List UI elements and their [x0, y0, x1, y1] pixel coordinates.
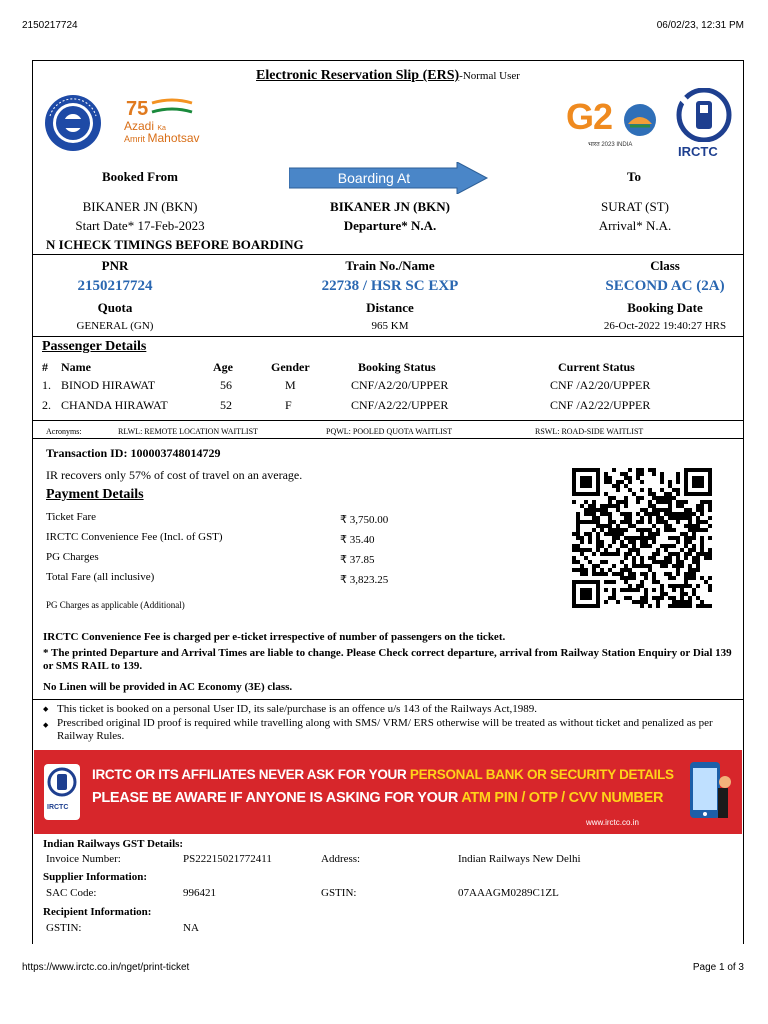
passenger-gender: F [285, 398, 292, 412]
supplier-gstin: 07AAAGM0289C1ZL [458, 887, 559, 899]
from-station: BIKANER JN (BKN) [82, 199, 198, 214]
travel-class: SECOND AC (2A) [605, 278, 725, 294]
rule-bullet [57, 717, 727, 743]
banner-line1-yellow: PERSONAL BANK OR SECURITY DETAILS [409, 767, 674, 782]
passenger-age: 56 [220, 378, 232, 392]
banner-line2-white: PLEASE BE AWARE IF ANYONE IS ASKING FOR YOUR [92, 790, 462, 806]
qr-code [572, 468, 716, 608]
divider [32, 420, 744, 421]
fare-label: Ticket Fare [46, 511, 97, 523]
quota-label: Quota [97, 300, 133, 315]
fare-value: ₹ 37.85 [340, 554, 375, 566]
rule-text: This ticket is booked on a personal User ID, its sale/purchase is an offence u/s 143 of the Railways Act,1989. [57, 703, 538, 715]
banner-line1-white: IRCTC OR ITS AFFILIATES NEVER ASK FOR YOUR [92, 767, 410, 782]
train-label: Train No./Name [345, 258, 435, 273]
timings-note: * The printed Departure and Arrival Times are liable to change. Please Check correct departure, arrival from Railway Station Enquiry or Dial 139 or SMS RAIL to 139. [43, 647, 732, 672]
payment-details-heading: Payment Details [46, 487, 144, 502]
distance-label: Distance [366, 300, 414, 315]
timing-notice: N ICHECK TIMINGS BEFORE BOARDING [46, 237, 304, 252]
train-number-name: 22738 / HSR SC EXP [321, 278, 459, 294]
banner-line2-yellow: ATM PIN / OTP / CVV NUMBER [461, 790, 664, 806]
phone-illustration [680, 758, 736, 828]
passenger-num: 1. [42, 378, 51, 392]
sac-code: 996421 [183, 887, 216, 899]
col-gender: Gender [271, 360, 310, 374]
rule-text: Prescribed original ID proof is required while travelling along with SMS/ VRM/ ERS otherwise will be treated as without ticket and penalized as per Railway Rules. [57, 717, 713, 742]
convenience-fee-note: IRCTC Convenience Fee is charged per e-ticket irrespective of number of passengers on the ticket. [43, 631, 506, 643]
invoice-number: PS22215021772411 [183, 853, 272, 865]
divider [32, 254, 744, 255]
divider [32, 699, 744, 700]
supplier-heading: Supplier Information: [43, 871, 148, 883]
col-name: Name [61, 360, 91, 374]
boarding-station: BIKANER JN (BKN) [330, 199, 450, 214]
passenger-current-status: CNF /A2/22/UPPER [550, 398, 651, 412]
quota-value: GENERAL (GN) [76, 320, 154, 332]
col-num: # [42, 360, 48, 374]
passenger-name: BINOD HIRAWAT [61, 378, 156, 392]
recipient-heading: Recipient Information: [43, 906, 152, 918]
amrit-word: Amrit [124, 134, 145, 144]
passenger-booking-status: CNF/A2/22/UPPER [351, 398, 449, 412]
linen-note: No Linen will be provided in AC Economy (3E) class. [43, 681, 293, 693]
azadi-word: Azadi [124, 119, 155, 133]
passenger-gender: M [285, 378, 296, 392]
rule-bullet [57, 703, 727, 715]
booking-date-label: Booking Date [627, 300, 703, 315]
acronym-rlwl: RLWL: REMOTE LOCATION WAITLIST [118, 427, 258, 436]
sac-label: SAC Code: [46, 887, 97, 899]
passenger-name: CHANDA HIRAWAT [61, 398, 168, 412]
banner-line-2 [92, 790, 663, 806]
fare-label: Total Fare (all inclusive) [46, 571, 155, 583]
pnr-label: PNR [101, 258, 129, 273]
title-suffix: -Normal User [459, 70, 520, 82]
recipient-gstin-label: GSTIN: [46, 922, 82, 934]
fare-value: ₹ 3,750.00 [340, 514, 389, 526]
to-label: To [627, 169, 641, 184]
passenger-age: 52 [220, 398, 232, 412]
start-date: Start Date* 17-Feb-2023 [75, 218, 205, 233]
print-footer-page: Page 1 of 3 [692, 962, 744, 973]
print-footer-url: https://www.irctc.co.in/nget/print-ticket [22, 962, 190, 973]
booking-date-value: 26-Oct-2022 19:40:27 HRS [603, 320, 727, 332]
acronyms-label: Acronyms: [46, 427, 82, 436]
acronym-rswl: RSWL: ROAD-SIDE WAITLIST [535, 427, 644, 436]
distance-value: 965 KM [371, 320, 409, 332]
banner-url: www.irctc.co.in [586, 818, 639, 827]
arrival-time: Arrival* N.A. [598, 218, 672, 233]
invoice-label: Invoice Number: [46, 853, 121, 865]
passenger-num: 2. [42, 398, 51, 412]
irctc-logo-text: IRCTC [678, 144, 718, 159]
passenger-booking-status: CNF/A2/20/UPPER [351, 378, 449, 392]
pnr-number: 2150217724 [77, 278, 153, 294]
fare-label: IRCTC Convenience Fee (Incl. of GST) [46, 531, 223, 543]
print-header-right: 06/02/23, 12:31 PM [656, 20, 744, 31]
title-main: Electronic Reservation Slip (ERS) [256, 68, 460, 83]
azadi-ka-amrit-mahotsav-logo [122, 97, 212, 147]
recipient-gstin: NA [183, 922, 199, 934]
departure-time: Departure* N.A. [343, 218, 437, 233]
print-header-left: 2150217724 [22, 20, 78, 31]
divider [32, 438, 744, 439]
col-age: Age [213, 360, 233, 374]
passenger-current-status: CNF /A2/20/UPPER [550, 378, 651, 392]
banner-line-1 [92, 767, 674, 782]
fare-value: ₹ 3,823.25 [340, 574, 389, 586]
irctc-logo [672, 88, 736, 160]
passenger-details-heading: Passenger Details [42, 339, 147, 354]
divider [32, 336, 744, 337]
fare-value: ₹ 35.40 [340, 534, 375, 546]
class-label: Class [650, 258, 680, 273]
supplier-gstin-label: GSTIN: [321, 887, 357, 899]
booked-from-label: Booked From [102, 169, 178, 184]
banner-irctc-logo [44, 764, 80, 820]
gst-heading: Indian Railways GST Details: [43, 838, 184, 850]
boarding-at-arrow [289, 162, 489, 194]
g20-subtitle: भारत 2023 INDIA [588, 142, 633, 148]
page-title [32, 66, 744, 84]
acronym-pqwl: PQWL: POOLED QUOTA WAITLIST [326, 427, 453, 436]
ir-cost-note: IR recovers only 57% of cost of travel on an average. [46, 468, 303, 482]
azadi-ka-word: Ka [157, 125, 166, 132]
address-value: Indian Railways New Delhi [458, 853, 581, 865]
transaction-id: Transaction ID: 100003748014729 [46, 446, 221, 460]
banner-logo-text: IRCTC [47, 804, 69, 811]
svg-text:75: 75 [126, 98, 149, 119]
g20-logo: G2 भारत 2023 INDIA [566, 96, 662, 154]
indian-railways-logo [44, 94, 102, 152]
mahotsav-word: Mahotsav [147, 131, 200, 145]
pg-note: PG Charges as applicable (Additional) [46, 600, 185, 610]
address-label: Address: [321, 853, 361, 865]
col-booking-status: Booking Status [358, 360, 436, 374]
boarding-at-label: Boarding At [337, 170, 411, 186]
security-warning-banner [34, 750, 742, 834]
col-current-status: Current Status [558, 360, 635, 374]
to-station: SURAT (ST) [600, 199, 670, 214]
fare-label: PG Charges [46, 551, 99, 563]
